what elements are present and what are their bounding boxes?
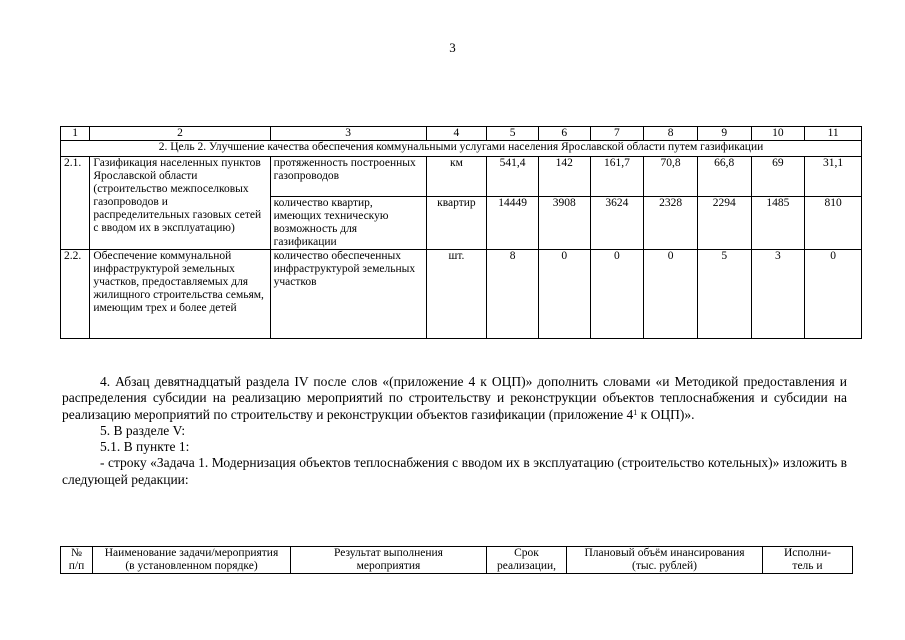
indicator-name: протяженность построенных газопроводов — [270, 157, 426, 197]
value-cell: 161,7 — [590, 157, 644, 197]
value-cell: 3908 — [538, 197, 590, 250]
value-cell: 0 — [805, 250, 862, 339]
header-line: п/п — [68, 560, 85, 572]
header-line: Исполни- — [783, 547, 832, 559]
indicator-name: количество квартир, имеющих техническую возможность для газификации — [270, 197, 426, 250]
value-cell: 2328 — [644, 197, 698, 250]
col-number: 10 — [751, 127, 805, 141]
goal-title: 2. Цель 2. Улучшение качества обеспечения коммунальными услугами населения Ярославской области путем газификации — [61, 141, 862, 157]
col-number: 1 — [61, 127, 90, 141]
goal-row — [61, 141, 862, 157]
header-line: № — [71, 547, 82, 559]
value-cell: 142 — [538, 157, 590, 197]
value-cell: 810 — [805, 197, 862, 250]
paragraph-4 — [62, 374, 847, 423]
col-number: 7 — [590, 127, 644, 141]
header-executor — [763, 547, 853, 574]
header-number — [61, 547, 93, 574]
value-cell: 14449 — [487, 197, 539, 250]
table-row — [61, 157, 862, 197]
paragraph-dash: - строку «Задача 1. Модернизация объектов теплоснабжения с вводом их в эксплуатацию (строительство котельных)» изложить в следующей редакции: — [62, 455, 847, 487]
unit: квартир — [426, 197, 487, 250]
superscript: 1 — [633, 407, 638, 417]
col-number: 11 — [805, 127, 862, 141]
col-number: 2 — [90, 127, 270, 141]
col-number: 5 — [487, 127, 539, 141]
indicator-name: количество обеспеченных инфраструктурой земельных участков — [270, 250, 426, 339]
paragraph-4-tail: к ОЦП)». — [637, 406, 695, 422]
col-number: 9 — [697, 127, 751, 141]
value-cell: 31,1 — [805, 157, 862, 197]
row-number: 2.2. — [61, 250, 90, 339]
value-cell: 69 — [751, 157, 805, 197]
value-cell: 3 — [751, 250, 805, 339]
header-funding — [567, 547, 763, 574]
value-cell: 5 — [697, 250, 751, 339]
header-line: Срок — [514, 547, 539, 559]
value-cell: 0 — [644, 250, 698, 339]
column-numbers-row — [61, 127, 862, 141]
header-line: тель и — [792, 560, 823, 572]
value-cell: 66,8 — [697, 157, 751, 197]
paragraph-5: 5. В разделе V: — [100, 422, 186, 438]
table-row — [61, 250, 862, 339]
header-deadline — [487, 547, 567, 574]
value-cell: 1485 — [751, 197, 805, 250]
value-cell: 2294 — [697, 197, 751, 250]
amendment-text — [62, 374, 847, 488]
col-number: 6 — [538, 127, 590, 141]
value-cell: 70,8 — [644, 157, 698, 197]
value-cell: 8 — [487, 250, 539, 339]
unit: шт. — [426, 250, 487, 339]
row-number: 2.1. — [61, 157, 90, 250]
header-line: Плановый объём инансирования — [584, 547, 745, 559]
col-number: 4 — [426, 127, 487, 141]
page-number: 3 — [449, 40, 456, 55]
col-number: 3 — [270, 127, 426, 141]
header-line: мероприятия — [356, 560, 421, 572]
header-line: реализации, — [496, 560, 557, 572]
paragraph-5-1: 5.1. В пункте 1: — [100, 439, 190, 455]
header-line: (в установленном порядке) — [125, 560, 258, 572]
header-line: Результат выполнения — [334, 547, 443, 559]
paragraph-4-text: 4. Абзац девятнадцатый раздела IV после слов «(приложение 4 к ОЦП)» дополнить словами «и Методикой предоставления и распределения субсидии на реализацию мероприятий по строительству и реконструкции объектов теплоснабжения и субсидии на реализацию мероприятий по строительству и реконструкции объектов газификации (приложение 4 — [62, 374, 847, 422]
header-line: (тыс. рублей) — [631, 560, 698, 572]
col-number: 8 — [644, 127, 698, 141]
unit: км — [426, 157, 487, 197]
header-line: Наименование задачи/мероприятия — [104, 547, 279, 559]
header-result — [291, 547, 487, 574]
value-cell: 541,4 — [487, 157, 539, 197]
value-cell: 0 — [590, 250, 644, 339]
header-task-name — [93, 547, 291, 574]
table-header-row — [61, 547, 853, 574]
measure-name: Обеспечение коммунальной инфраструктурой земельных участков, предоставляемых для жилищного строительства семьям, имеющим трех и более детей — [90, 250, 270, 339]
measure-name: Газификация населенных пунктов Ярославской области (строительство межпоселковых газопроводов и распределительных газовых сетей с вводом их в эксплуатацию) — [90, 157, 270, 250]
value-cell: 3624 — [590, 197, 644, 250]
value-cell: 0 — [538, 250, 590, 339]
targets-table — [60, 126, 862, 339]
tasks-table — [60, 546, 853, 574]
